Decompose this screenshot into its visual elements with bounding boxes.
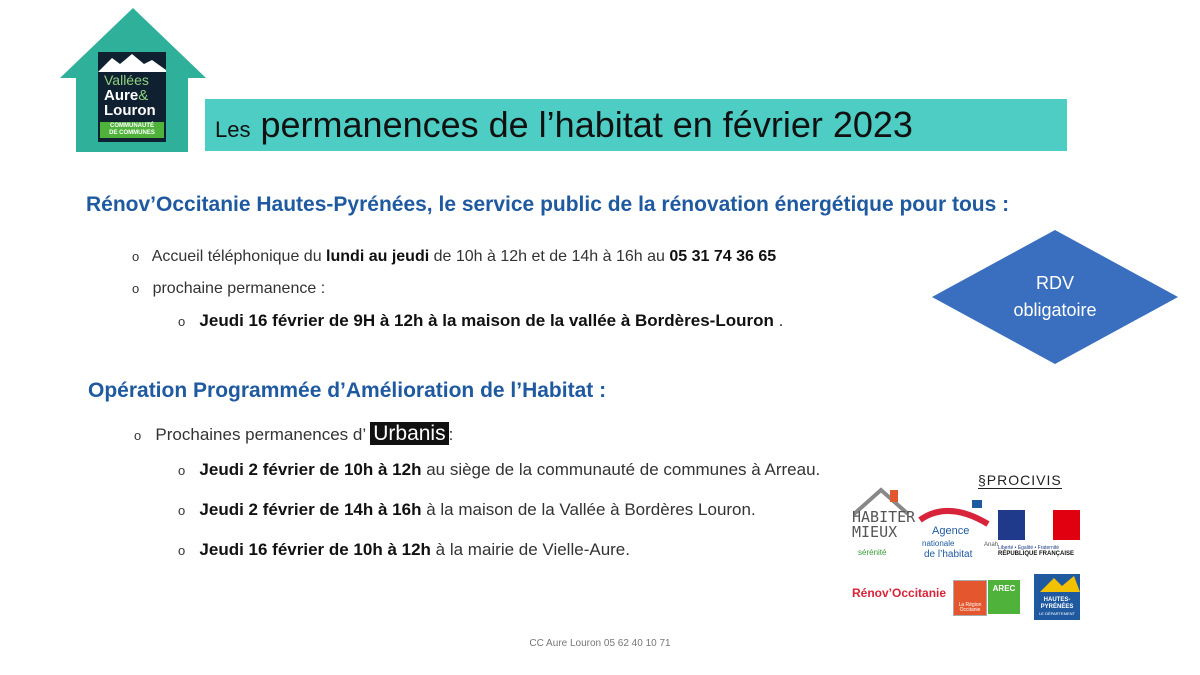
renov-occitanie-logo: Rénov’Occitanie (852, 586, 947, 600)
bullet-icon: o (178, 314, 186, 329)
arec-logo: AREC (988, 580, 1020, 614)
logo-line4: COMMUNAUTÉ DE COMMUNES (100, 122, 164, 138)
list-item: o prochaine permanence : (132, 280, 326, 297)
bullet-icon: o (134, 428, 142, 443)
anah-logo: Agence nationale de l’habitat Anah (918, 500, 996, 566)
list-item: o Jeudi 2 février de 10h à 12h au siège de la communauté de communes à Arreau. (178, 460, 821, 479)
marianne-flag-icon (998, 510, 1080, 540)
procivis-icon: § (978, 472, 987, 488)
hautes-pyrenees-logo: HAUTES- PYRÉNÉES LE DÉPARTEMENT (1034, 574, 1080, 620)
list-item: o Jeudi 16 février de 10h à 12h à la mairie de Vielle-Aure. (178, 540, 630, 559)
habiter-mieux-logo: HABITER MIEUX sérénité (850, 486, 912, 568)
mountain-icon (98, 52, 166, 72)
bullet-icon: o (178, 503, 186, 518)
list-item: o Accueil téléphonique du lundi au jeudi de 10h à 12h et de 14h à 16h au 05 31 74 36 65 (132, 248, 777, 265)
list-item: o Jeudi 16 février de 9H à 12h à la maison de la vallée à Bordères-Louron . (178, 311, 784, 330)
republique-francaise-logo: Liberté • Égalité • Fraternité RÉPUBLIQUE FRANÇAISE (998, 510, 1080, 564)
section2-heading: Opération Programmée d’Amélioration de l’Habitat : (88, 379, 607, 402)
bullet-icon: o (178, 543, 186, 558)
list-item: o Jeudi 2 février de 14h à 16h à la maison de la Vallée à Bordères Louron. (178, 500, 756, 519)
logo-line2: Aure& (104, 87, 149, 104)
bullet-icon: o (178, 463, 186, 478)
urbanis-logo: Urbanis (370, 422, 448, 445)
bullet-icon: o (132, 249, 140, 264)
list-item: o Prochaines permanences d’ Urbanis : (134, 422, 454, 445)
occitanie-region-logo: La Région Occitanie (953, 580, 987, 616)
rdv-label: RDV obligatoire (1013, 273, 1097, 320)
mountain-icon (1034, 574, 1080, 592)
section1-heading: Rénov’Occitanie Hautes-Pyrénées, le service public de la rénovation énergétique pour tous : (86, 193, 1010, 216)
page-title: Les permanences de l’habitat en février 2023 (215, 104, 913, 145)
bullet-icon: o (132, 281, 140, 296)
logo-line1: Vallées (104, 72, 149, 88)
procivis-logo: §PROCIVIS (978, 472, 1062, 488)
footer-contact: CC Aure Louron 05 62 40 10 71 (529, 638, 671, 649)
logo-line3: Louron (104, 102, 156, 119)
